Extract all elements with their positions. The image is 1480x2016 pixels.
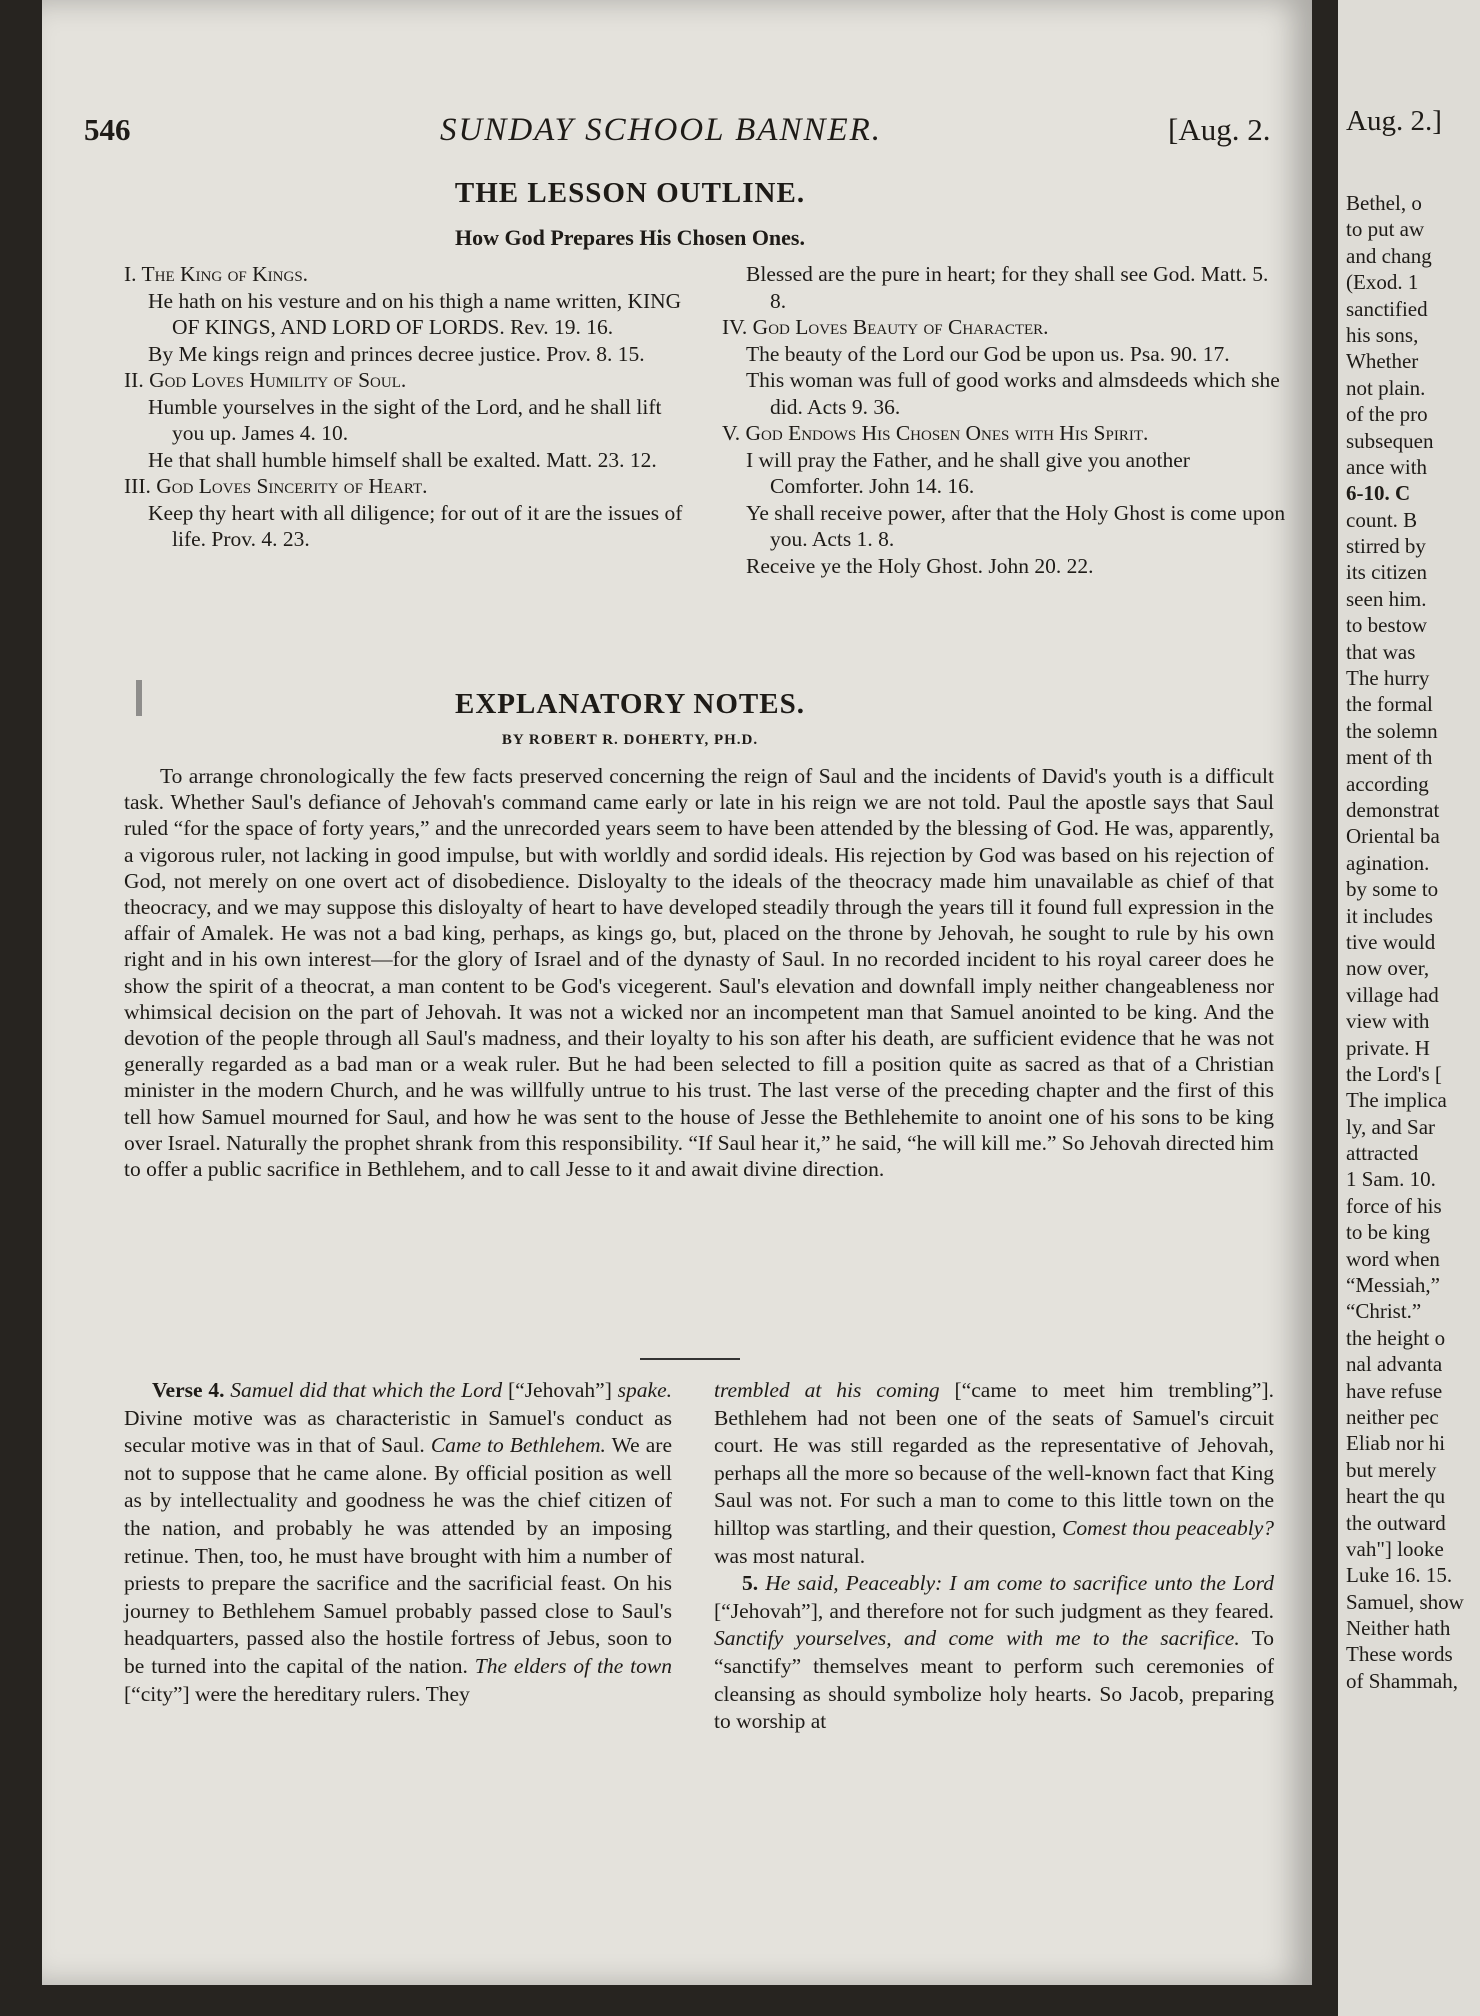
facing-page-line: Neither hath [1346, 1616, 1451, 1641]
facing-page-line: to be king [1346, 1220, 1430, 1245]
verse-quote: Comest thou peaceably? [1062, 1515, 1275, 1540]
facing-page-line: tive would [1346, 929, 1436, 954]
facing-page-line: Samuel, show [1346, 1589, 1464, 1614]
outline-verse: Humble yourselves in the sight of the Lord, and he shall lift you up. James 4. 10. [148, 394, 662, 445]
verse-quote: He said, Peaceably: I am come to sacrifice unto the Lord [765, 1571, 1274, 1596]
facing-page-line: ance with [1346, 454, 1428, 479]
verse-text: [“city”] were the hereditary rulers. They [124, 1681, 470, 1706]
facing-page-line: to bestow [1346, 613, 1428, 638]
verse-label: Verse 4. [152, 1378, 225, 1402]
facing-page-line: vah"] looke [1346, 1536, 1444, 1561]
explanatory-notes-intro: To arrange chronologically the few facts preserved concerning the reign of Saul and the incidents of David's youth is a difficult task. Whether Saul's defiance of Jehovah's command came early or late in his reign we are not told. Paul the apostle says that Saul ruled “for the space of forty years,” and the unrecorded years seem to have been attended by the blessing of God. He was, apparently, a vigorous ruler, not lacking in good impulse, but with worldly and sordid ideals. His rejection by God was based on his rejection of God, not merely on one overt act of disobedience. Disloyalty to the ideals of the theocracy made him unavailable as chief of that theocracy, and we may suppose this disloyalty of heart to have developed steadily through the years till it found full expression in the affair of Amalek. He was not a bad king, perhaps, as kings go, but, placed on the throne by Jehovah, he sought to rule by his own right and in his own interest—for the glory of Israel and of the dynasty of Saul. In no recorded incident to his royal career does he show the spirit of a theocrat, a man content to be God's vicegerent. Saul's elevation and downfall imply neither changeableness nor whimsical decision on the part of Jehovah. It was not a wicked nor an incompetent man that Samuel anointed to be king. And the devotion of the people through all Saul's madness, and their loyalty to his son after his death, are sufficient evidence that he was not generally regarded as a bad man or a weak ruler. But he had been selected to fill a position quite as sacred as that of a Christian minister in the modern Church, and he was willfully untrue to his trust. The last verse of the preceding chapter and the first of this tell how Samuel mourned for Saul, and how he was sent to the house of Jesse the Bethlehemite to anoint one of his sons to be king over Israel. Naturally the prophet shrank from this responsibility. “If Saul hear it,” he said, “he will kill me.” So Jehovah directed him to offer a public sacrifice in Bethlehem, and to call Jesse to it and await divine direction. [124, 764, 1274, 1182]
facing-page-line: neither pec [1346, 1404, 1439, 1429]
facing-page-line: seen him. [1346, 586, 1427, 611]
outline-heading: I. The King of Kings. [124, 262, 309, 286]
facing-page-line: by some to [1346, 877, 1439, 902]
facing-page-line: count. B [1346, 507, 1418, 532]
outline-verse: The beauty of the Lord our God be upon us. Psa. 90. 17. [746, 341, 1230, 366]
facing-page-line: the solemn [1346, 718, 1438, 743]
facing-page-line: ment of th [1346, 745, 1433, 770]
lesson-outline-title: THE LESSON OUTLINE. [454, 177, 806, 209]
facing-page [1338, 0, 1480, 2016]
outline-verse: I will pray the Father, and he shall give you another Comforter. John 14. 16. [746, 447, 1190, 498]
verse-label: 5. [742, 1571, 759, 1596]
facing-page-line: “Christ.” [1346, 1299, 1422, 1324]
verse-quote: spake. [617, 1378, 672, 1402]
facing-page-line: but merely [1346, 1457, 1437, 1482]
facing-page-header: Aug. 2.] [1346, 105, 1442, 137]
outline-heading: II. God Loves Humility of Soul. [124, 368, 407, 392]
facing-page-line: private. H [1346, 1035, 1430, 1060]
facing-page-line: 1 Sam. 10. [1346, 1167, 1436, 1192]
page-number: 546 [84, 112, 131, 147]
facing-page-line: now over, [1346, 956, 1430, 981]
facing-page-line: subsequen [1346, 428, 1434, 453]
verse-quote: Samuel did that which the Lord [230, 1378, 503, 1402]
facing-page-line: Oriental ba [1346, 824, 1440, 849]
verse-notes-left-column [124, 1377, 672, 1708]
verse-notes-right-column [714, 1377, 1274, 1736]
facing-page-line: 6-10. C [1346, 481, 1411, 506]
verse-text: [“Jehovah”] [502, 1378, 618, 1402]
facing-page-line: the outward [1346, 1510, 1446, 1535]
facing-page-line: the Lord's [ [1346, 1061, 1442, 1086]
verse-text: Divine motive was as characteristic in Samuel's conduct as secular motive was in that of Saul. [124, 1405, 672, 1458]
verse-text: was most natural. [714, 1543, 866, 1568]
facing-page-line: Eliab nor hi [1346, 1431, 1446, 1456]
facing-page-line: village had [1346, 982, 1439, 1007]
facing-page-line: his sons, [1346, 322, 1419, 347]
explanatory-notes-title: EXPLANATORY NOTES. [455, 688, 805, 720]
verse-text: [“Jehovah”], and therefore not for such judgment as they feared. [714, 1598, 1274, 1623]
facing-page-line: force of his [1346, 1193, 1442, 1218]
outline-right-column [722, 261, 1287, 579]
facing-page-line: “Messiah,” [1346, 1273, 1440, 1298]
outline-left-column [124, 261, 684, 553]
facing-page-line: (Exod. 1 [1346, 270, 1419, 295]
facing-page-line: view with [1346, 1009, 1430, 1034]
facing-page-line: The hurry [1346, 666, 1430, 691]
facing-page-line: and chang [1346, 243, 1432, 268]
verse-quote: The elders of the town [474, 1653, 672, 1678]
outline-verse: By Me kings reign and princes decree justice. Prov. 8. 15. [148, 341, 645, 366]
facing-page-line: that was [1346, 639, 1416, 664]
facing-page-line: stirred by [1346, 534, 1426, 559]
facing-page-line: Bethel, o [1346, 191, 1422, 215]
verse-text: To “sanctify” themselves meant to perform such ceremonies of cleansing as should symbolize holy hearts. So Jacob, preparing to worship at [714, 1626, 1274, 1734]
facing-page-line: of the pro [1346, 402, 1428, 427]
outline-heading: IV. God Loves Beauty of Character. [722, 315, 1049, 339]
verse-quote: Sanctify yourselves, and come with me to the sacrifice. [714, 1626, 1240, 1651]
facing-page-line: Whether [1346, 349, 1419, 374]
outline-verse: Ye shall receive power, after that the Holy Ghost is come upon you. Acts 1. 8. [746, 500, 1286, 551]
facing-page-line: agination. [1346, 850, 1430, 875]
facing-page-line: sanctified [1346, 296, 1428, 321]
outline-heading: V. God Endows His Chosen Ones with His Spirit. [722, 421, 1149, 445]
facing-page-line: of Shammah, [1346, 1668, 1458, 1693]
facing-page-line: nal advanta [1346, 1352, 1443, 1377]
margin-mark [136, 680, 142, 716]
verse-text: We are not to suppose that he came alone. By official position as well as by intellectuality and goodness he was the chief citizen of the nation, and probably he was attended by an imposing retinue. Then, too, he must have brought with him a number of priests to prepare the sacrifice and the sacrificial feast. On his journey to Bethlehem Samuel probably passed close to Saul's headquarters, passed also the hostile fortress of Jebus, soon to be turned into the capital of the nation. [124, 1433, 672, 1678]
facing-page-line: the height o [1346, 1325, 1446, 1350]
facing-page-line: The implica [1346, 1088, 1447, 1113]
facing-page-line: the formal [1346, 692, 1433, 717]
outline-verse: He hath on his vesture and on his thigh a name written, KING OF KINGS, AND LORD OF LORDS. Rev. 19. 16. [148, 288, 682, 339]
facing-page-line: to put aw [1346, 217, 1425, 242]
explanatory-notes-author: BY ROBERT R. DOHERTY, PH.D. [501, 732, 759, 748]
facing-page-line: according [1346, 771, 1429, 796]
section-divider [640, 1358, 740, 1360]
outline-heading: III. God Loves Sincerity of Heart. [124, 474, 428, 498]
facing-page-line: attracted [1346, 1141, 1419, 1166]
running-date: [Aug. 2. [1168, 112, 1271, 147]
facing-page-line: it includes [1346, 903, 1433, 928]
verse-text: [“came to meet him trembling”]. Bethlehem had not been one of the seats of Samuel's circuit court. He was still regarded as the representative of Jehovah, perhaps all the more so because of the well-known fact that King Saul was not. For such a man to come to this little town on the hilltop was startling, and their question, [714, 1378, 1274, 1540]
facing-page-line: These words [1346, 1642, 1453, 1667]
facing-page-lines [1346, 190, 1464, 1694]
facing-page-line: not plain. [1346, 375, 1426, 400]
outline-verse: He that shall humble himself shall be exalted. Matt. 23. 12. [148, 447, 657, 472]
facing-page-line: have refuse [1346, 1378, 1443, 1403]
running-title: SUNDAY SCHOOL BANNER. [440, 112, 883, 148]
outline-verse: Receive ye the Holy Ghost. John 20. 22. [746, 553, 1094, 578]
lesson-outline-subtitle: How God Prepares His Chosen Ones. [455, 225, 805, 250]
facing-page-line: heart the qu [1346, 1484, 1446, 1509]
facing-page-line: word when [1346, 1246, 1440, 1271]
facing-page-line: its citizen [1346, 560, 1428, 585]
outline-verse: This woman was full of good works and almsdeeds which she did. Acts 9. 36. [746, 368, 1280, 419]
facing-page-line: ly, and Sar [1346, 1114, 1436, 1139]
outline-verse: Keep thy heart with all diligence; for out of it are the issues of life. Prov. 4. 23. [148, 500, 683, 551]
facing-page-line: Luke 16. 15. [1346, 1563, 1453, 1588]
outline-verse: Blessed are the pure in heart; for they shall see God. Matt. 5. 8. [746, 262, 1269, 313]
verse-quote: Came to Bethlehem. [430, 1433, 606, 1458]
verse-quote: trembled at his coming [714, 1378, 940, 1402]
facing-page-line: demonstrat [1346, 797, 1440, 822]
